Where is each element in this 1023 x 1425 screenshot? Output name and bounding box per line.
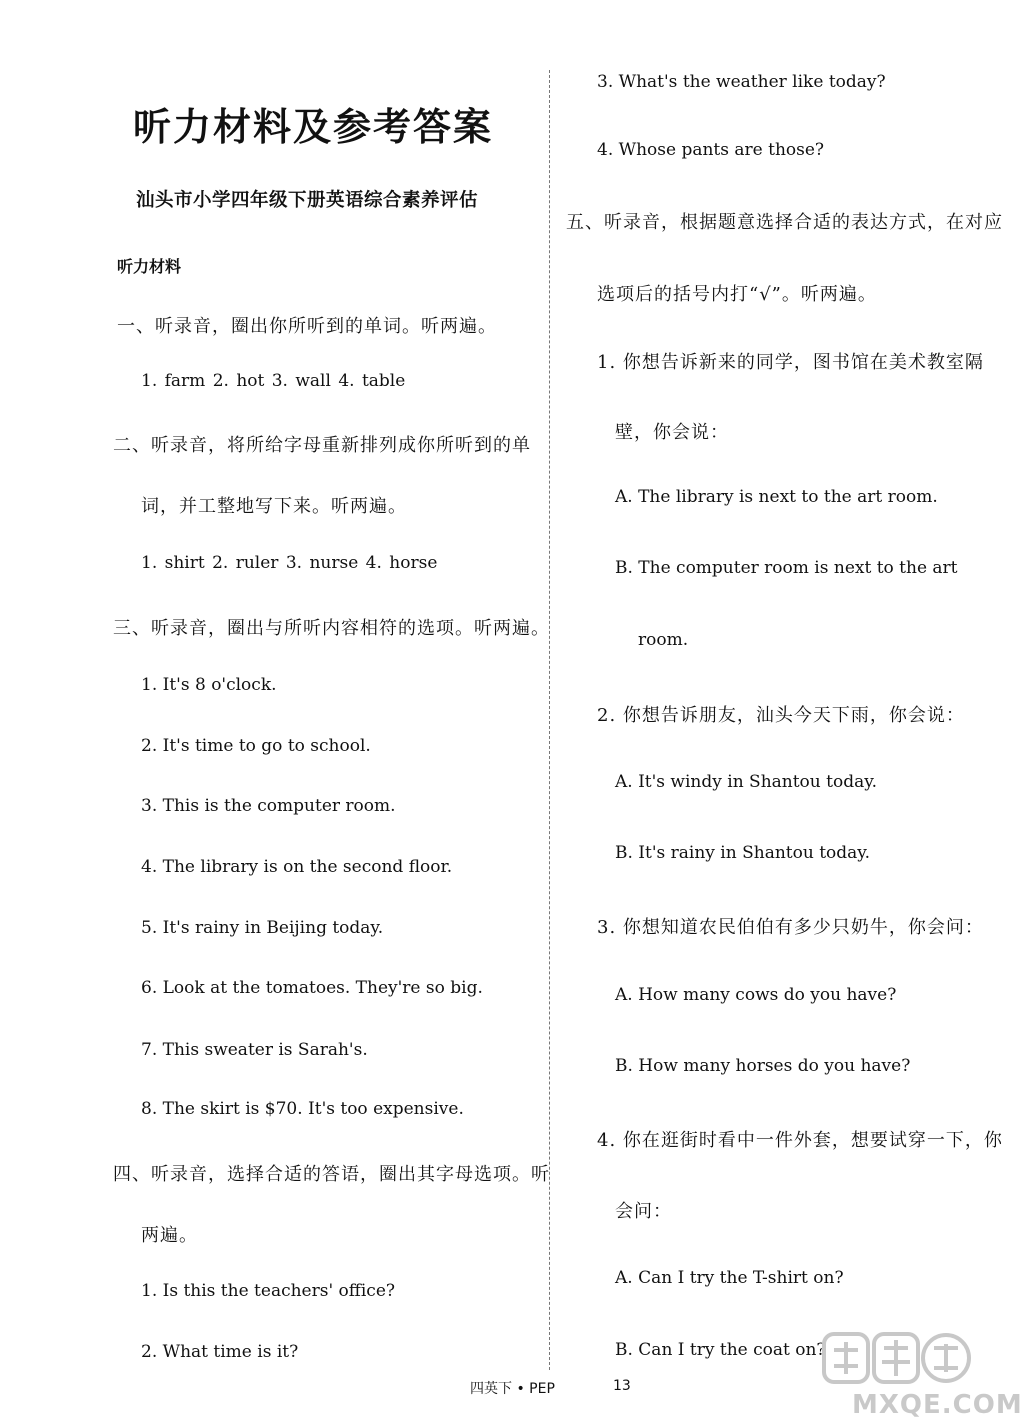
column-divider xyxy=(549,70,550,1370)
footer-book-label: 四英下 • PEP xyxy=(470,1381,555,1397)
part4-item: 3. What's the weather like today? xyxy=(597,72,886,92)
document-subtitle: 汕头市小学四年级下册英语综合素养评估 xyxy=(136,190,479,211)
part2-heading-line2: 词，并工整地写下来。听两遍。 xyxy=(141,496,407,517)
part5-heading-line2: 选项后的括号内打“√”。听两遍。 xyxy=(597,284,877,305)
part3-item: 6. Look at the tomatoes. They're so big. xyxy=(141,978,483,998)
watermark-url: MXQE.COM xyxy=(852,1390,1023,1420)
part3-item: 7. This sweater is Sarah's. xyxy=(141,1040,368,1060)
q1-prompt-line2: 壁，你会说： xyxy=(615,422,729,443)
q4-option-b: B. Can I try the coat on? xyxy=(615,1340,826,1360)
part4-item: 1. Is this the teachers' office? xyxy=(141,1281,395,1301)
part4-item: 2. What time is it? xyxy=(141,1342,299,1362)
section-heading: 听力材料 xyxy=(117,257,182,276)
q1-option-b-line1: B. The computer room is next to the art xyxy=(615,558,958,578)
part2-items: 1. shirt 2. ruler 3. nurse 4. horse xyxy=(141,553,438,573)
part3-heading: 三、听录音，圈出与所听内容相符的选项。听两遍。 xyxy=(113,618,550,639)
watermark-logo-icon xyxy=(822,1330,972,1388)
part3-item: 1. It's 8 o'clock. xyxy=(141,675,277,695)
part4-heading-line2: 两遍。 xyxy=(141,1225,198,1246)
part3-item: 2. It's time to go to school. xyxy=(141,736,371,756)
part2-heading-line1: 二、听录音，将所给字母重新排列成你所听到的单 xyxy=(113,435,531,456)
part3-item: 5. It's rainy in Beijing today. xyxy=(141,918,384,938)
q1-option-b-line2: room. xyxy=(638,630,689,650)
part3-item: 3. This is the computer room. xyxy=(141,796,396,816)
q4-option-a: A. Can I try the T-shirt on? xyxy=(615,1268,844,1288)
page-number: 13 xyxy=(613,1378,631,1394)
q1-option-a: A. The library is next to the art room. xyxy=(615,487,938,507)
q1-prompt-line1: 1. 你想告诉新来的同学，图书馆在美术教室隔 xyxy=(597,352,984,373)
part1-heading: 一、听录音，圈出你所听到的单词。听两遍。 xyxy=(117,316,497,337)
part4-heading-line1: 四、听录音，选择合适的答语，圈出其字母选项。听 xyxy=(113,1164,550,1185)
part3-item: 4. The library is on the second floor. xyxy=(141,857,453,877)
page-title: 听力材料及参考答案 xyxy=(133,105,494,149)
part1-items: 1. farm 2. hot 3. wall 4. table xyxy=(141,371,406,391)
q2-option-b: B. It's rainy in Shantou today. xyxy=(615,843,871,863)
q3-option-a: A. How many cows do you have? xyxy=(615,985,897,1005)
q3-prompt: 3. 你想知道农民伯伯有多少只奶牛，你会问： xyxy=(597,917,984,938)
q4-prompt-line2: 会问： xyxy=(615,1201,672,1222)
q3-option-b: B. How many horses do you have? xyxy=(615,1056,911,1076)
q2-prompt: 2. 你想告诉朋友，汕头今天下雨，你会说： xyxy=(597,705,965,726)
q4-prompt-line1: 4. 你在逛街时看中一件外套，想要试穿一下，你 xyxy=(597,1130,1003,1151)
q2-option-a: A. It's windy in Shantou today. xyxy=(615,772,877,792)
part4-item: 4. Whose pants are those? xyxy=(597,140,825,160)
part3-item: 8. The skirt is $70. It's too expensive. xyxy=(141,1099,464,1119)
part5-heading-line1: 五、听录音，根据题意选择合适的表达方式，在对应 xyxy=(566,212,1003,233)
